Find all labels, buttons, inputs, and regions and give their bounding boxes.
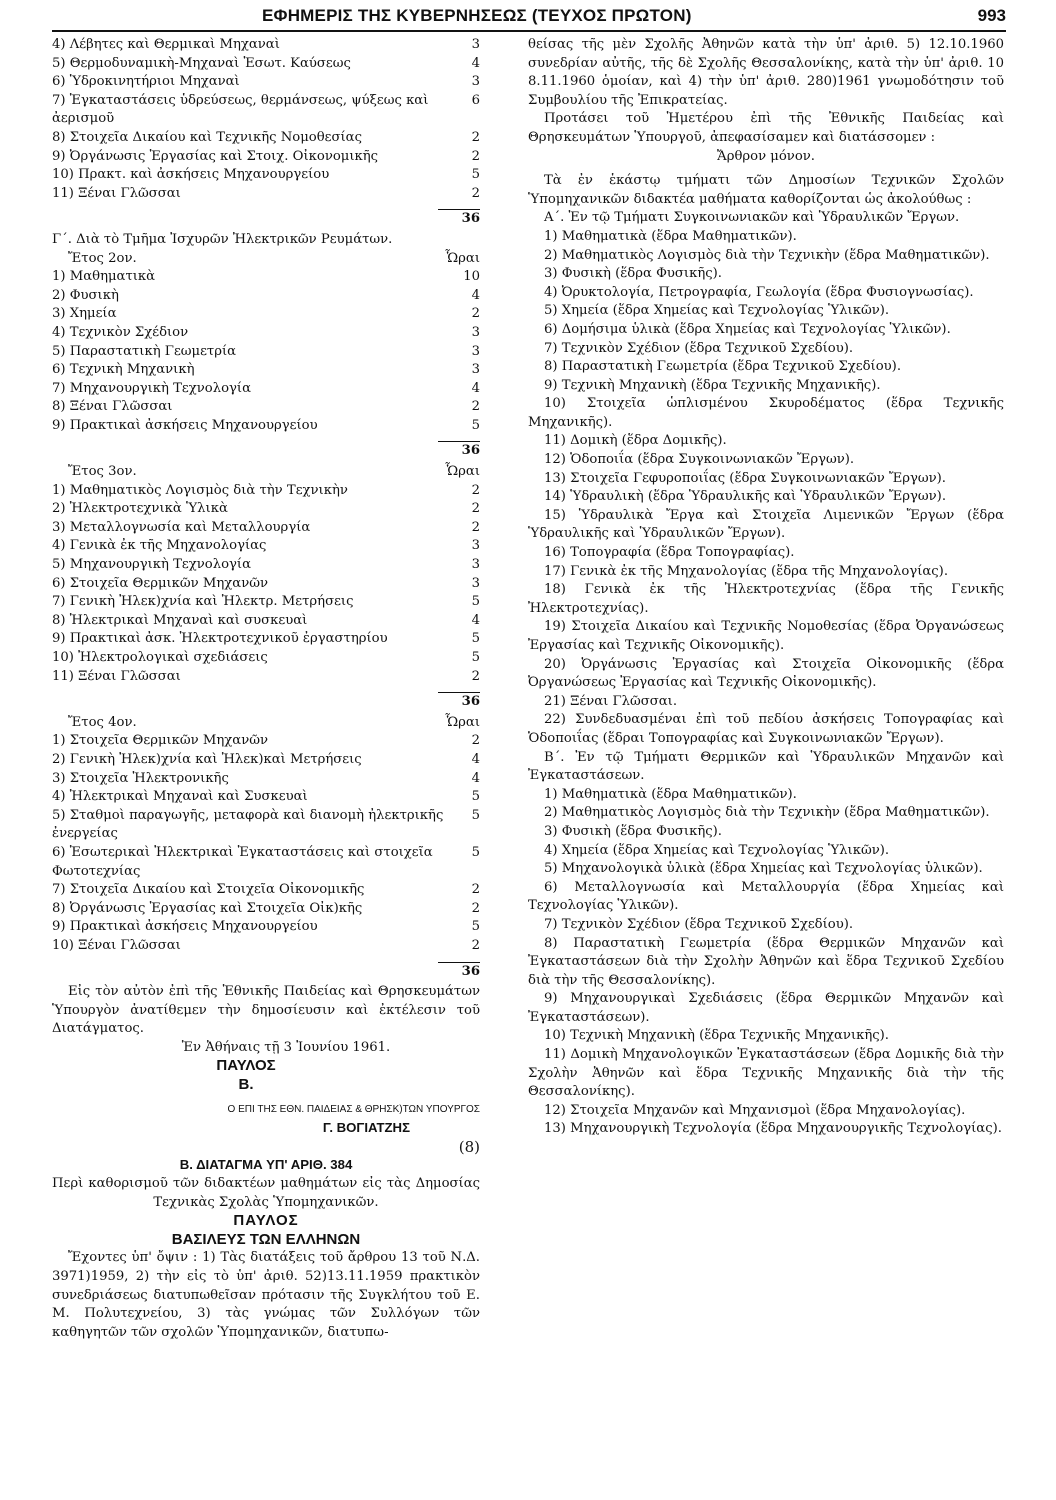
- list-item: [52, 398, 480, 417]
- list-item: 8) Παραστατικὴ Γεωμετρία (ἕδρα Θερμικῶν Μηχανῶν καὶ Ἐγκαταστάσεων διὰ τὴν Σχολὴν Ἀθηνῶν καὶ ἕδρα Τεχνικοῦ Σχεδίου διὰ τὴν τῆς Θεσσαλονίκης).: [528, 935, 1004, 988]
- list-item: [52, 287, 480, 306]
- list-item: [52, 732, 480, 751]
- list-item: 12) Ὁδοποιΐα (ἕδρα Συγκοινωνιακῶν Ἔργων).: [544, 452, 855, 468]
- list-item: 5) Χημεία (ἕδρα Χημείας καὶ Τεχνολογίας Ὑλικῶν).: [544, 303, 890, 319]
- item-hours: 2: [471, 668, 480, 684]
- item-text: 4) Λέβητες καὶ Θερμικαὶ Μηχαναὶ: [52, 37, 280, 52]
- item-hours: 3: [471, 538, 480, 554]
- item-text: 5) Σταθμοὶ παραγωγῆς, μεταφορὰ καὶ διανομὴ ἠλεκτρικῆς ἐνεργείας: [52, 807, 444, 842]
- item-hours: 5: [471, 844, 480, 860]
- list-item: [52, 500, 480, 519]
- item-hours: 3: [471, 324, 480, 340]
- right-column: [528, 36, 1004, 1139]
- item-text: 9) Πρακτικαὶ ἀσκ. Ἠλεκτροτεχνικοῦ ἐργαστηρίου: [52, 631, 388, 647]
- list-item: [52, 148, 480, 167]
- list-item: 9) Μηχανουργικαὶ Σχεδιάσεις (ἕδρα Θερμικῶν Μηχανῶν καὶ Ἐγκαταστάσεων).: [528, 991, 1004, 1025]
- item-hours: 5: [471, 919, 480, 935]
- list-item: 1) Μαθηματικὰ (ἕδρα Μαθηματικῶν).: [544, 228, 797, 244]
- list-item: 10) Στοιχεῖα ὡπλισμένου Σκυροδέματος (ἕδρα Τεχνικῆς Μηχανικῆς).: [528, 396, 1004, 430]
- item-hours: 4: [471, 380, 480, 396]
- item-text: 11) Ξέναι Γλῶσσαι: [52, 185, 181, 201]
- item-hours: 5: [471, 650, 480, 665]
- article-text: Τὰ ἐν ἑκάστῳ τμήματι τῶν Δημοσίων Τεχνικῶν Σχολῶν Ὑπομηχανικῶν διδακτέα μαθήματα καθορίζονται ὡς ἀκολούθως :: [528, 173, 1004, 207]
- list-item: [52, 807, 480, 844]
- year-2-block: [52, 250, 480, 462]
- list-item: 9) Τεχνικὴ Μηχανικὴ (ἕδρα Τεχνικῆς Μηχανικῆς).: [544, 377, 881, 393]
- item-hours: 3: [471, 575, 480, 591]
- king-signature: ΠΑΥΛΟΣ: [216, 1057, 276, 1075]
- list-item: 3) Φυσικὴ (ἕδρα Φυσικῆς).: [544, 823, 722, 839]
- left-column: [52, 36, 480, 1342]
- year-3-block: [52, 463, 480, 712]
- item-text: 3) Χημεία: [52, 306, 117, 322]
- top-items-list: [52, 36, 480, 203]
- year-heading: [52, 250, 480, 269]
- item-hours: 5: [471, 594, 480, 610]
- list-item: [52, 268, 480, 287]
- item-hours: 5: [471, 167, 480, 183]
- hours-label: Ὧραι: [445, 464, 480, 480]
- list-item: 17) Γενικὰ ἐκ τῆς Μηχανολογίας (ἕδρα τῆς Μηχανολογίας).: [544, 563, 949, 579]
- item-hours: 2: [471, 482, 480, 498]
- closing-paragraph: Εἰς τὸν αὐτὸν ἐπὶ τῆς Ἐθνικῆς Παιδείας καὶ Θρησκευμάτων Ὑπουργὸν ἀνατίθεμεν τὴν δημοσίευσιν καὶ ἐκτέλεσιν τοῦ Διατάγματος.: [52, 984, 480, 1037]
- list-item: 19) Στοιχεῖα Δικαίου καὶ Τεχνικῆς Νομοθεσίας (ἕδρα Ὀργανώσεως Ἐργασίας καὶ Τεχνικῆς Οἰκονομικῆς).: [528, 619, 1004, 653]
- item-text: 8) Στοιχεῖα Δικαίου καὶ Τεχνικῆς Νομοθεσίας: [52, 129, 362, 145]
- list-item: [52, 55, 480, 74]
- list-item: [52, 844, 480, 881]
- item-hours: 2: [471, 937, 480, 953]
- year-label: Ἔτος 3ον.: [68, 464, 137, 480]
- list-item: 21) Ξέναι Γλῶσσαι.: [544, 693, 678, 709]
- section-a-list: [528, 228, 1004, 749]
- item-text: 3) Μεταλλογνωσία καὶ Μεταλλουργία: [52, 519, 311, 535]
- year-heading: [52, 714, 480, 733]
- item-hours: 5: [471, 807, 480, 823]
- item-hours: 2: [471, 519, 480, 535]
- list-item: 18) Γενικὰ ἐκ τῆς Ἠλεκτροτεχνίας (ἕδρα τῆς Γενικῆς Ἠλεκτροτεχνίας).: [528, 582, 1004, 616]
- list-item: [52, 482, 480, 501]
- item-text: 5) Θερμοδυναμικὴ-Μηχαναὶ Ἐσωτ. Καύσεως: [52, 55, 351, 71]
- item-hours: 2: [471, 399, 480, 415]
- section-a-heading: Α΄. Ἐν τῷ Τμήματι Συγκοινωνιακῶν καὶ Ὑδραυλικῶν Ἔργων.: [544, 210, 960, 226]
- item-text: 7) Στοιχεῖα Δικαίου καὶ Στοιχεῖα Οἰκονομικῆς: [52, 882, 365, 898]
- list-item: [52, 305, 480, 324]
- list-item: [52, 417, 480, 436]
- item-hours: 4: [471, 751, 480, 767]
- hours-label: Ὧραι: [445, 250, 480, 266]
- list-item: 8) Παραστατικὴ Γεωμετρία (ἕδρα Τεχνικοῦ Σχεδίου).: [544, 359, 902, 375]
- list-item: 6) Μεταλλογνωσία καὶ Μεταλλουργία (ἕδρα Χημείας καὶ Τεχνολογίας Ὑλικῶν).: [528, 879, 1004, 914]
- item-hours: 2: [471, 882, 480, 898]
- list-item: [52, 380, 480, 399]
- item-hours: 2: [471, 148, 480, 164]
- list-item: 13) Στοιχεῖα Γεφυροποιΐας (ἕδρα Συγκοινωνιακῶν Ἔργων).: [544, 470, 946, 486]
- list-item: [52, 343, 480, 362]
- section-b-list: [528, 786, 1004, 1139]
- list-item: 12) Στοιχεῖα Μηχανῶν καὶ Μηχανισμοὶ (ἕδρα Μηχανολογίας).: [544, 1102, 966, 1118]
- list-item: [52, 612, 480, 631]
- page-header: [52, 4, 1006, 32]
- item-text: 4) Γενικὰ ἐκ τῆς Μηχανολογίας: [52, 538, 267, 554]
- date-line: Ἐν Ἀθήναις τῇ 3 Ἰουνίου 1961.: [181, 1039, 391, 1055]
- list-item: 20) Ὀργάνωσις Ἐργασίας καὶ Στοιχεῖα Οἰκονομικῆς (ἕδρα Ὀργανώσεως Ἐργασίας καὶ Τεχνικῆς Οἰκονομικῆς).: [528, 656, 1004, 691]
- list-item: 15) Ὑδραυλικὰ Ἔργα καὶ Στοιχεῖα Λιμενικῶν Ἔργων (ἕδρα Ὑδραυλικῆς καὶ Ὑδραυλικῶν Ἔργων).: [528, 507, 1004, 542]
- list-item: [52, 668, 480, 687]
- journal-title: ΕΦΗΜΕΡΙΣ ΤΗΣ ΚΥΒΕΡΝΗΣΕΩΣ (ΤΕΥΧΟΣ ΠΡΩΤΟΝ): [262, 6, 692, 25]
- decree-number: (8): [458, 1137, 480, 1156]
- list-item: [52, 918, 480, 937]
- list-item: [52, 361, 480, 380]
- item-text: 5) Μηχανουργικὴ Τεχνολογία: [52, 557, 251, 573]
- item-hours: 3: [471, 557, 480, 573]
- section-b-heading: Β΄. Ἐν τῷ Τμήματι Θερμικῶν καὶ Ὑδραυλικῶν Μηχανῶν καὶ Ἐγκαταστάσεων.: [528, 749, 1004, 784]
- list-item: [52, 770, 480, 789]
- list-item: [52, 575, 480, 594]
- top-total: 36: [461, 211, 480, 227]
- item-text: 9) Πρακτικαὶ ἀσκήσεις Μηχανουργείου: [52, 417, 318, 433]
- year-total: 36: [461, 694, 480, 710]
- item-text: 7) Γενικὴ Ἠλεκ)χνία καὶ Ἠλεκτρ. Μετρήσεις: [52, 594, 354, 610]
- item-text: 5) Παραστατικὴ Γεωμετρία: [52, 343, 237, 359]
- item-hours: 2: [471, 501, 480, 517]
- list-item: 4) Χημεία (ἕδρα Χημείας καὶ Τεχνολογίας Ὑλικῶν).: [544, 842, 890, 858]
- item-text: 6) Τεχνικὴ Μηχανικὴ: [52, 362, 195, 378]
- list-item: [52, 751, 480, 770]
- item-hours: 10: [463, 269, 480, 285]
- list-item: [52, 556, 480, 575]
- list-item: 11) Δομικὴ (ἕδρα Δομικῆς).: [544, 433, 727, 449]
- list-item: 1) Μαθηματικὰ (ἕδρα Μαθηματικῶν).: [544, 786, 797, 802]
- item-text: 2) Γενικὴ Ἠλεκ)χνία καὶ Ἠλεκ)καὶ Μετρήσεις: [52, 751, 362, 767]
- list-item: [52, 900, 480, 919]
- list-item: [52, 630, 480, 649]
- item-text: 1) Μαθηματικὸς Λογισμὸς διὰ τὴν Τεχνικὴν: [52, 482, 348, 498]
- item-text: 8) Ξέναι Γλῶσσαι: [52, 399, 173, 415]
- item-hours: 2: [471, 900, 480, 916]
- list-item: [52, 92, 480, 129]
- item-text: 8) Ὀργάνωσις Ἐργασίας καὶ Στοιχεῖα Οἰκ)κῆς: [52, 900, 363, 916]
- item-text: 10) Πρακτ. καὶ ἀσκήσεις Μηχανουργείου: [52, 167, 330, 183]
- item-text: 9) Ὀργάνωσις Ἐργασίας καὶ Στοιχ. Οἰκονομικῆς: [52, 148, 379, 164]
- list-item: 10) Τεχνικὴ Μηχανικὴ (ἕδρα Τεχνικῆς Μηχανικῆς).: [544, 1028, 889, 1044]
- list-item: 7) Τεχνικὸν Σχέδιον (ἕδρα Τεχνικοῦ Σχεδίου).: [544, 916, 854, 932]
- list-item: 2) Μαθηματικὸς Λογισμὸς διὰ τὴν Τεχνικὴν (ἕδρα Μαθηματικῶν).: [544, 805, 990, 821]
- year-4-block: [52, 714, 480, 981]
- list-item: 3) Φυσικὴ (ἕδρα Φυσικῆς).: [544, 266, 722, 282]
- year-label: Ἔτος 2ον.: [68, 250, 137, 266]
- list-item: [52, 185, 480, 204]
- item-text: 4) Τεχνικὸν Σχέδιον: [52, 324, 189, 340]
- list-item: [52, 649, 480, 668]
- decree-king: ΠΑΥΛΟΣ: [233, 1212, 299, 1230]
- list-item: [52, 73, 480, 92]
- item-text: 7) Μηχανουργικὴ Τεχνολογία: [52, 380, 251, 396]
- minister-title: Ο ΕΠΙ ΤΗΣ ΕΘΝ. ΠΑΙΔΕΙΑΣ & ΘΡΗΣΚ)ΤΩΝ ΥΠΟΥΡΓΟΣ: [227, 1103, 480, 1115]
- intro-paragraph: θείσας τῆς μὲν Σχολῆς Ἀθηνῶν κατὰ τὴν ὑπ' ἀριθ. 5) 12.10.1960 συνεδρίαν αὐτῆς, τῆς δὲ Σχολῆς Θεσσαλονίκης, κατὰ τὴν ὑπ' ἀριθ. 10 8.11.1960 ὁμοίαν, καὶ 4) τὴν ὑπ' ἀριθ. 280)1961 γνωμοδότησιν τοῦ Συμβουλίου τῆς Ἐπικρατείας.: [528, 37, 1004, 108]
- item-text: 6) Στοιχεῖα Θερμικῶν Μηχανῶν: [52, 575, 268, 591]
- list-item: [52, 129, 480, 148]
- page-number: 993: [977, 6, 1006, 25]
- item-hours: 6: [471, 92, 480, 108]
- item-text: 11) Ξέναι Γλῶσσαι: [52, 668, 181, 684]
- list-item: [52, 166, 480, 185]
- item-text: 7) Ἐγκαταστάσεις ὑδρεύσεως, θερμάνσεως, ψύξεως καὶ ἀερισμοῦ: [52, 92, 429, 127]
- item-text: 6) Ὑδροκινητήριοι Μηχαναὶ: [52, 74, 240, 90]
- item-hours: 2: [471, 185, 480, 201]
- decree-text: Ἔχοντες ὑπ' ὄψιν : 1) Τὰς διατάξεις τοῦ ἄρθρου 13 τοῦ Ν.Δ. 3971)1959, 2) τὴν εἰς τὸ ὑπ' ἀριθ. 52)13.11.1959 πρακτικὸν συνεδριάσεως διατυπωθεῖσαν πρότασιν τῆς Συγκλήτου τοῦ Ε. Μ. Πολυτεχνείου, 3) τὰς γνώμας τῶν Συλλόγων τῶν καθηγητῶν τῶν σχολῶν Ὑπομηχανικῶν, διατυπω-: [52, 1250, 480, 1340]
- list-item: 6) Δομήσιμα ὑλικὰ (ἕδρα Χημείας καὶ Τεχνολογίας Ὑλικῶν).: [544, 321, 951, 337]
- list-item: 16) Τοπογραφία (ἕδρα Τοπογραφίας).: [544, 545, 795, 561]
- item-hours: 5: [471, 789, 480, 805]
- item-hours: 4: [471, 770, 480, 786]
- hours-label: Ὧραι: [445, 714, 480, 730]
- minister-name: Γ. ΒΟΓΙΑΤΖΗΣ: [322, 1120, 410, 1136]
- list-item: 11) Δομικὴ Μηχανολογικῶν Ἐγκαταστάσεων (ἕδρα Δομικῆς διὰ τὴν Σχολὴν Ἀθηνῶν καὶ ἕδρα Τεχνικῆς Μηχανικῆς διὰ τὴν τῆς Θεσσαλονίκης).: [528, 1047, 1004, 1100]
- list-item: [52, 36, 480, 55]
- list-item: [52, 593, 480, 612]
- item-hours: 3: [471, 74, 480, 90]
- item-hours: 3: [471, 362, 480, 378]
- list-item: 14) Ὑδραυλικὴ (ἕδρα Ὑδραυλικῆς καὶ Ὑδραυλικῶν Ἔργων).: [544, 489, 947, 505]
- item-text: 6) Ἐσωτερικαὶ Ἠλεκτρικαὶ Ἐγκαταστάσεις καὶ στοιχεῖα Φωτοτεχνίας: [52, 844, 433, 879]
- list-item: 22) Συνδεδυασμέναι ἐπὶ τοῦ πεδίου ἀσκήσεις Τοπογραφίας καὶ Ὁδοποιΐας (ἕδραι Τοπογραφίας καὶ Συγκοινωνιακῶν Ἔργων).: [528, 712, 1004, 746]
- list-item: [52, 537, 480, 556]
- item-text: 4) Ἠλεκτρικαὶ Μηχαναὶ καὶ Συσκευαὶ: [52, 789, 308, 805]
- item-text: 10) Ἠλεκτρολογικαὶ σχεδιάσεις: [52, 650, 268, 665]
- king-initial: Β.: [238, 1076, 254, 1094]
- list-item: 4) Ὀρυκτολογία, Πετρογραφία, Γεωλογία (ἕδρα Φυσιογνωσίας).: [544, 284, 974, 300]
- decree-title: Β. ΔΙΑΤΑΓΜΑ ΥΠ' ΑΡΙΘ. 384: [179, 1157, 353, 1173]
- item-text: 8) Ἠλεκτρικαὶ Μηχαναὶ καὶ συσκευαὶ: [52, 612, 308, 628]
- item-hours: 3: [471, 343, 480, 359]
- list-item: [52, 937, 480, 956]
- item-hours: 4: [471, 55, 480, 71]
- item-hours: 2: [471, 129, 480, 145]
- item-text: 1) Μαθηματικὰ: [52, 269, 156, 285]
- decree-subject: Περὶ καθορισμοῦ τῶν διδακτέων μαθημάτων εἰς τὰς Δημοσίας Τεχνικὰς Σχολὰς Ὑπομηχανικῶν.: [52, 1176, 480, 1210]
- list-item: 13) Μηχανουργικὴ Τεχνολογία (ἕδρα Μηχανουργικῆς Τεχνολογίας).: [544, 1121, 1002, 1137]
- item-text: 3) Στοιχεῖα Ἠλεκτρονικῆς: [52, 770, 229, 786]
- decree-king-title: ΒΑΣΙΛΕΥΣ ΤΩΝ ΕΛΛΗΝΩΝ: [171, 1230, 361, 1248]
- item-text: 1) Στοιχεῖα Θερμικῶν Μηχανῶν: [52, 733, 268, 749]
- item-text: 2) Ἠλεκτροτεχνικὰ Ὑλικὰ: [52, 501, 228, 517]
- item-text: 10) Ξέναι Γλῶσσαι: [52, 937, 181, 953]
- item-hours: 3: [471, 37, 480, 52]
- year-label: Ἔτος 4ον.: [68, 714, 137, 730]
- list-item: [52, 788, 480, 807]
- list-item: [52, 324, 480, 343]
- list-item: 7) Τεχνικὸν Σχέδιον (ἕδρα Τεχνικοῦ Σχεδίου).: [544, 340, 854, 356]
- article-heading: Ἄρθρον μόνον.: [717, 148, 815, 164]
- section-g-heading: Γ΄. Διὰ τὸ Τμῆμα Ἰσχυρῶν Ἠλεκτρικῶν Ρευμάτων.: [52, 231, 393, 247]
- item-hours: 4: [471, 612, 480, 628]
- item-hours: 4: [471, 287, 480, 303]
- year-total: 36: [461, 963, 480, 979]
- proposal-paragraph: Προτάσει τοῦ Ἡμετέρου ἐπὶ τῆς Ἐθνικῆς Παιδείας καὶ Θρησκευμάτων Ὑπουργοῦ, ἀπεφασίσαμεν καὶ διατάσσομεν :: [528, 111, 1004, 145]
- item-hours: 5: [471, 417, 480, 433]
- item-hours: 5: [471, 631, 480, 647]
- item-hours: 2: [471, 733, 480, 749]
- year-heading: [52, 463, 480, 482]
- list-item: 5) Μηχανολογικὰ ὑλικὰ (ἕδρα Χημείας καὶ Τεχνολογίας ὑλικῶν).: [544, 861, 983, 877]
- item-text: 9) Πρακτικαὶ ἀσκήσεις Μηχανουργείου: [52, 919, 318, 935]
- item-hours: 2: [471, 306, 480, 322]
- list-item: [52, 881, 480, 900]
- list-item: [52, 519, 480, 538]
- item-text: 2) Φυσικὴ: [52, 287, 119, 303]
- list-item: 2) Μαθηματικὸς Λογισμὸς διὰ τὴν Τεχνικὴν (ἕδρα Μαθηματικῶν).: [544, 247, 990, 263]
- year-total: 36: [461, 443, 480, 459]
